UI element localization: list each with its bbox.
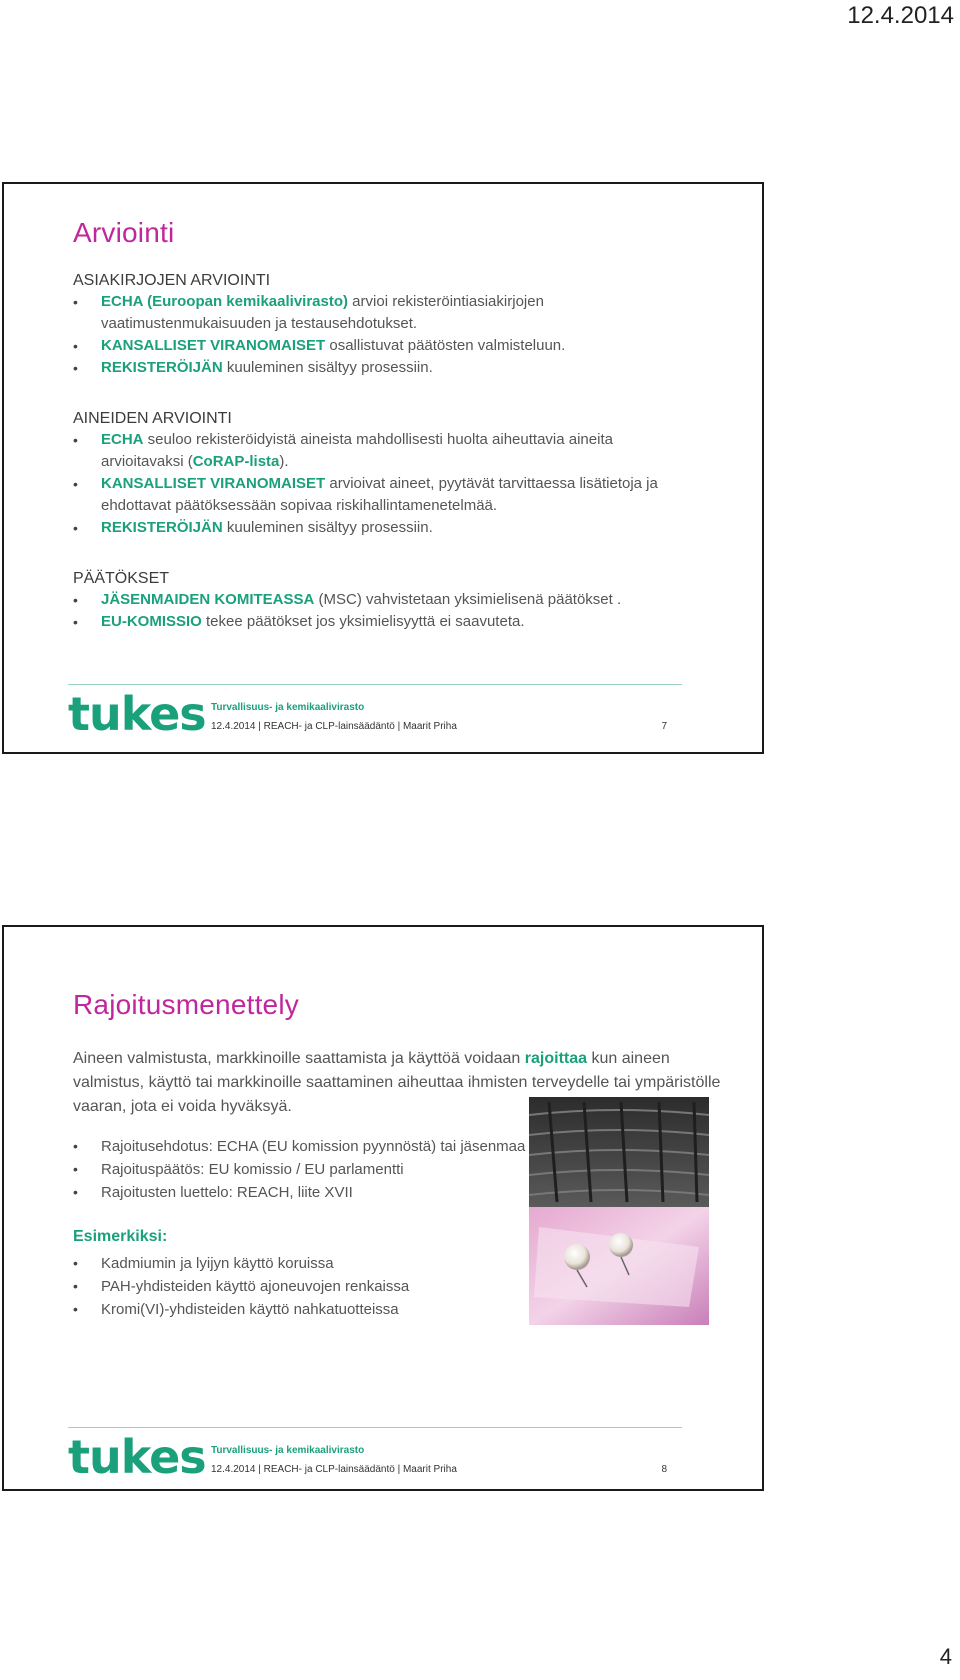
footer-meta: 12.4.2014 | REACH- ja CLP-lainsäädäntö | Maarit Priha [211,1464,457,1475]
agency-name: Turvallisuus- ja kemikaalivirasto [211,702,365,713]
list-item: • REKISTERÖIJÄN kuuleminen sisältyy prosessiin. [73,517,682,539]
list-item: • ECHA (Euroopan kemikaalivirasto) arvioi rekisteröintiasiakirjojen vaatimustenmukaisuuden ja testausehdotukset. [73,291,682,335]
bullet-list [73,589,682,633]
footer-divider [68,684,682,685]
slide-title: Arviointi [73,217,175,248]
slide-title: Rajoitusmenettely [73,989,299,1020]
agency-name: Turvallisuus- ja kemikaalivirasto [211,1445,365,1456]
tukes-logo: tukes [68,1430,206,1484]
list-item: • ECHA seuloo rekisteröidyistä aineista mahdollisesti huolta aiheuttavia aineita arvioitavaksi (CoRAP-lista). [73,429,682,473]
list-item: • JÄSENMAIDEN KOMITEASSA (MSC) vahvistetaan yksimielisenä päätökset . [73,589,682,611]
list-item: • REKISTERÖIJÄN kuuleminen sisältyy prosessiin. [73,357,682,379]
page-number: 4 [939,1644,952,1669]
footer-meta: 12.4.2014 | REACH- ja CLP-lainsäädäntö | Maarit Priha [211,721,457,732]
slide-content [73,271,682,633]
list-item: • Kadmiumin ja lyijyn käyttö koruissa [73,1252,723,1275]
section-heading: ASIAKIRJOJEN ARVIOINTI [73,272,271,289]
slide-rajoitusmenettely [2,925,764,1491]
list-item: • Kromi(VI)-yhdisteiden käyttö nahkatuotteissa [73,1298,723,1321]
section-heading: PÄÄTÖKSET [73,570,170,587]
list-item: • Rajoitusehdotus: ECHA (EU komission pyynnöstä) tai jäsenmaa [73,1135,723,1158]
list-item: • PAH-yhdisteiden käyttö ajoneuvojen renkaissa [73,1275,723,1298]
page-date: 12.4.2014 [847,2,954,29]
list-item: • KANSALLISET VIRANOMAISET arvioivat aineet, pyytävät tarvittaessa lisätietoja ja ehdottavat päätöksessään sopivaa riskihallintamenetelmää. [73,473,682,517]
slide-number: 8 [661,1464,667,1475]
bullet-list [73,429,682,539]
list-item: • Rajoitusten luettelo: REACH, liite XVII [73,1181,723,1204]
tires-jewelry-photo [529,1097,709,1325]
list-item: • Rajoituspäätös: EU komissio / EU parlamentti [73,1158,723,1181]
photo-illustration [529,1097,709,1325]
intro-paragraph: Aineen valmistusta, markkinoille saattamista ja käyttöä voidaan rajoittaa kun aineen valmistus, käyttö tai markkinoille saattaminen aiheuttaa ihmisten terveydelle tai ympäristölle vaaran, jota ei voida hyväksyä. [73,1050,721,1115]
list-item: • EU-KOMISSIO tekee päätökset jos yksimielisyyttä ei saavuteta. [73,611,682,633]
examples-heading: Esimerkiksi: [73,1228,168,1245]
slide-number: 7 [661,721,667,732]
bullet-list [73,291,682,379]
list-item: • KANSALLISET VIRANOMAISET osallistuvat päätösten valmisteluun. [73,335,682,357]
tukes-logo: tukes [68,687,206,741]
section-heading: AINEIDEN ARVIOINTI [73,410,232,427]
slide-arviointi [2,182,764,754]
footer-divider [68,1427,682,1428]
